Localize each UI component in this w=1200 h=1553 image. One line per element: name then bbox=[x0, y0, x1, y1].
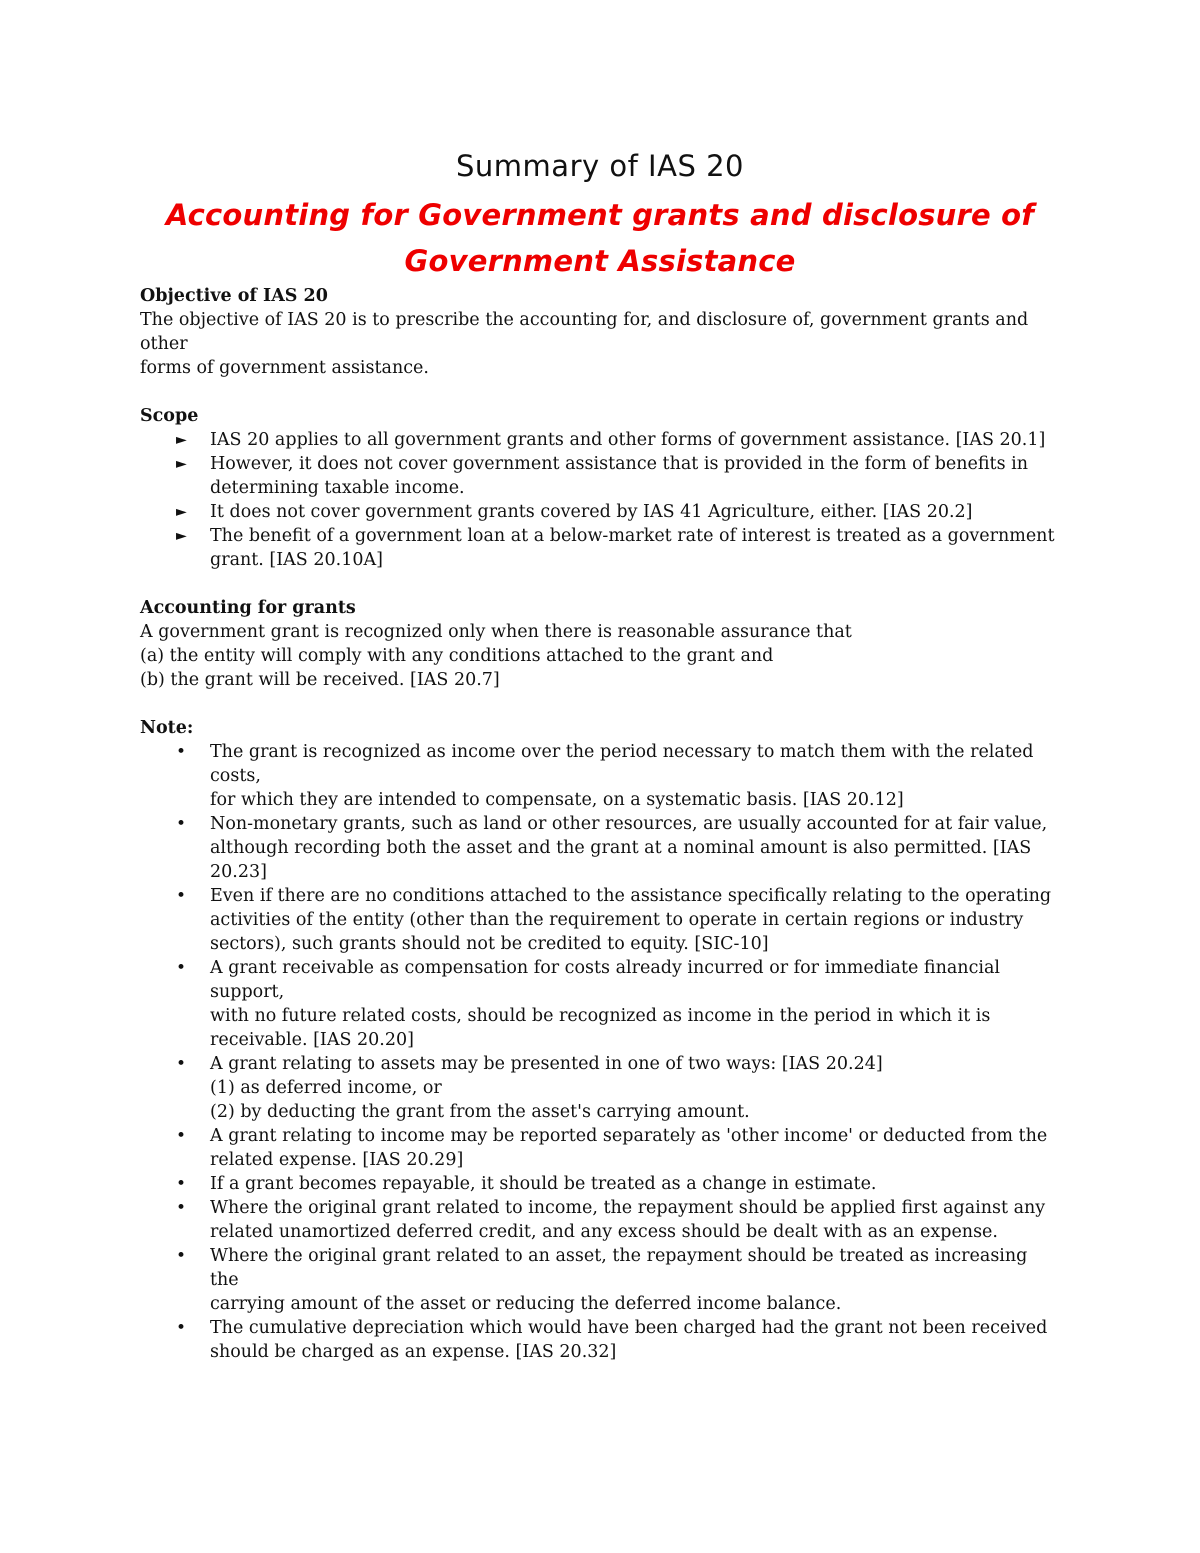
objective-text-line-1: The objective of IAS 20 is to prescribe the accounting for, and disclosure of, government grants and other bbox=[140, 310, 1029, 354]
accounting-heading: Accounting for grants bbox=[140, 598, 356, 618]
scope-list bbox=[140, 428, 1060, 572]
note-item-line: Even if there are no conditions attached to the assistance specifically relating to the operating bbox=[210, 886, 1052, 906]
note-item-line: although recording both the asset and the grant at a nominal amount is also permitted. [IAS bbox=[210, 838, 1032, 858]
note-item-line: The cumulative depreciation which would have been charged had the grant not been received bbox=[210, 1318, 1048, 1338]
note-item bbox=[140, 1196, 1060, 1244]
note-item bbox=[140, 1052, 1060, 1124]
note-bullet-icon: • bbox=[176, 1198, 187, 1218]
note-item-line: Where the original grant related to an asset, the repayment should be treated as increasing the bbox=[210, 1246, 1028, 1290]
note-section bbox=[140, 716, 1060, 1364]
note-item-line: activities of the entity (other than the requirement to operate in certain regions or industry bbox=[210, 910, 1024, 930]
note-item bbox=[140, 1172, 1060, 1196]
scope-bullet-icon: ► bbox=[176, 432, 187, 448]
note-item-line: (1) as deferred income, or bbox=[210, 1078, 442, 1098]
note-item-line: If a grant becomes repayable, it should be treated as a change in estimate. bbox=[210, 1174, 877, 1194]
note-item-line: (2) by deducting the grant from the asset's carrying amount. bbox=[210, 1102, 750, 1122]
scope-item-line: IAS 20 applies to all government grants and other forms of government assistance. [IAS 20.1] bbox=[210, 430, 1046, 450]
scope-heading: Scope bbox=[140, 406, 199, 426]
note-bullet-icon: • bbox=[176, 1246, 187, 1266]
accounting-text-line-3: (b) the grant will be received. [IAS 20.7] bbox=[140, 670, 500, 690]
note-item-line: Non-monetary grants, such as land or other resources, are usually accounted for at fair value, bbox=[210, 814, 1048, 834]
note-bullet-icon: • bbox=[176, 1054, 187, 1074]
document-subtitle-line-1: Accounting for Government grants and disclosure of bbox=[165, 198, 1035, 232]
note-item bbox=[140, 1244, 1060, 1316]
note-bullet-icon: • bbox=[176, 958, 187, 978]
document-page bbox=[140, 140, 1060, 1364]
note-item bbox=[140, 812, 1060, 884]
objective-heading: Objective of IAS 20 bbox=[140, 286, 328, 306]
scope-item bbox=[140, 524, 1060, 572]
note-item-line: Where the original grant related to income, the repayment should be applied first against any bbox=[210, 1198, 1046, 1218]
accounting-text-line-2: (a) the entity will comply with any conditions attached to the grant and bbox=[140, 646, 774, 666]
scope-item bbox=[140, 452, 1060, 500]
scope-item-line: It does not cover government grants covered by IAS 41 Agriculture, either. [IAS 20.2] bbox=[210, 502, 973, 522]
note-item-line: The grant is recognized as income over the period necessary to match them with the related costs, bbox=[210, 742, 1034, 786]
note-item-line: A grant relating to income may be reported separately as 'other income' or deducted from the bbox=[210, 1126, 1048, 1146]
scope-item-line: grant. [IAS 20.10A] bbox=[210, 550, 383, 570]
note-bullet-icon: • bbox=[176, 1174, 187, 1194]
scope-bullet-icon: ► bbox=[176, 504, 187, 520]
note-item bbox=[140, 1124, 1060, 1172]
accounting-section bbox=[140, 596, 1060, 692]
note-item bbox=[140, 884, 1060, 956]
note-bullet-icon: • bbox=[176, 886, 187, 906]
scope-item-line: However, it does not cover government assistance that is provided in the form of benefits in bbox=[210, 454, 1028, 474]
note-bullet-icon: • bbox=[176, 1318, 187, 1338]
note-heading: Note: bbox=[140, 718, 194, 738]
scope-item-line: determining taxable income. bbox=[210, 478, 465, 498]
note-item-line: A grant receivable as compensation for costs already incurred or for immediate financial support, bbox=[210, 958, 1001, 1002]
scope-bullet-icon: ► bbox=[176, 456, 187, 472]
note-item bbox=[140, 956, 1060, 1052]
note-item-line: with no future related costs, should be recognized as income in the period in which it is bbox=[210, 1006, 991, 1026]
note-item bbox=[140, 740, 1060, 812]
accounting-text-line-1: A government grant is recognized only when there is reasonable assurance that bbox=[140, 622, 852, 642]
note-item-line: carrying amount of the asset or reducing the deferred income balance. bbox=[210, 1294, 842, 1314]
note-item-line: 20.23] bbox=[210, 862, 267, 882]
scope-section bbox=[140, 404, 1060, 572]
note-item-line: for which they are intended to compensate, on a systematic basis. [IAS 20.12] bbox=[210, 790, 904, 810]
scope-item bbox=[140, 500, 1060, 524]
scope-item bbox=[140, 428, 1060, 452]
note-item-line: related unamortized deferred credit, and any excess should be dealt with as an expense. bbox=[210, 1222, 998, 1242]
note-list bbox=[140, 740, 1060, 1364]
scope-item-line: The benefit of a government loan at a below-market rate of interest is treated as a government bbox=[210, 526, 1055, 546]
note-item bbox=[140, 1316, 1060, 1364]
objective-text-line-2: forms of government assistance. bbox=[140, 358, 429, 378]
note-item-line: related expense. [IAS 20.29] bbox=[210, 1150, 464, 1170]
note-item-line: receivable. [IAS 20.20] bbox=[210, 1030, 414, 1050]
note-item-line: A grant relating to assets may be presented in one of two ways: [IAS 20.24] bbox=[210, 1054, 883, 1074]
objective-section bbox=[140, 284, 1060, 380]
document-subtitle-line-2: Government Assistance bbox=[404, 244, 796, 278]
scope-bullet-icon: ► bbox=[176, 528, 187, 544]
note-item-line: sectors), such grants should not be credited to equity. [SIC-10] bbox=[210, 934, 769, 954]
note-item-line: should be charged as an expense. [IAS 20.32] bbox=[210, 1342, 617, 1362]
note-bullet-icon: • bbox=[176, 1126, 187, 1146]
note-bullet-icon: • bbox=[176, 742, 187, 762]
document-title: Summary of IAS 20 bbox=[456, 149, 744, 183]
note-bullet-icon: • bbox=[176, 814, 187, 834]
